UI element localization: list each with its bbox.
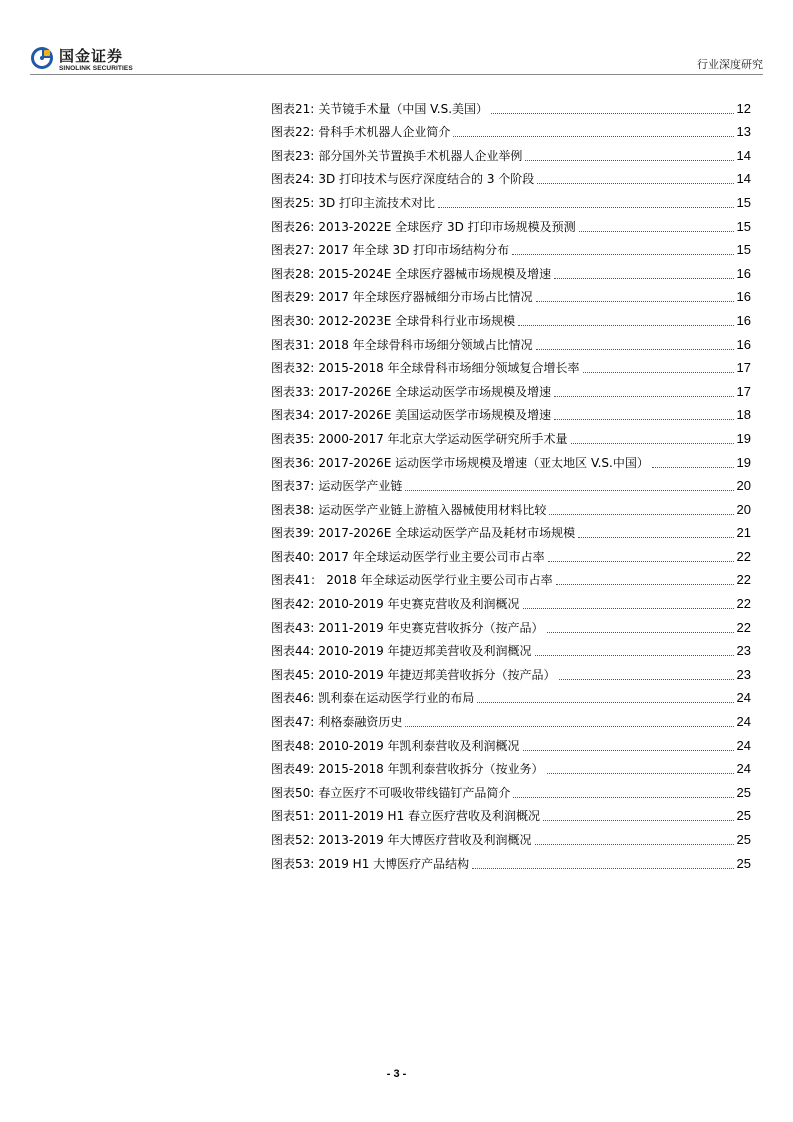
toc-entry[interactable] bbox=[271, 778, 751, 802]
toc-entry-title: 2018 年全球运动医学行业主要公司市占率 bbox=[326, 573, 553, 588]
toc-entry[interactable] bbox=[271, 684, 751, 708]
toc-entry-title: 2011-2019 H1 春立医疗营收及利润概况 bbox=[318, 809, 541, 824]
toc-dot-leader bbox=[556, 584, 734, 585]
toc-entry[interactable] bbox=[271, 660, 751, 684]
toc-entry[interactable] bbox=[271, 472, 751, 496]
toc-dot-leader bbox=[579, 231, 734, 232]
toc-dot-leader bbox=[525, 160, 733, 161]
toc-entry-title: 2010-2019 年史赛克营收及利润概况 bbox=[318, 597, 520, 612]
toc-entry-page: 23 bbox=[736, 643, 751, 659]
toc-entry-page: 15 bbox=[736, 218, 751, 234]
toc-dot-leader bbox=[549, 514, 733, 515]
toc-entry[interactable] bbox=[271, 401, 751, 425]
toc-entry-page: 16 bbox=[736, 336, 751, 352]
toc-dot-leader bbox=[554, 396, 733, 397]
toc-entry-page: 25 bbox=[736, 855, 751, 871]
toc-entry[interactable] bbox=[271, 118, 751, 142]
toc-dot-leader bbox=[512, 254, 733, 255]
toc-entry[interactable] bbox=[271, 707, 751, 731]
toc-entry-page: 24 bbox=[736, 690, 751, 706]
toc-entry-page: 25 bbox=[736, 784, 751, 800]
toc-entry-label: 图表49: bbox=[271, 762, 315, 777]
toc-dot-leader bbox=[518, 325, 733, 326]
toc-dot-leader bbox=[472, 868, 733, 869]
toc-entry-title: 关节镜手术量（中国 V.S.美国） bbox=[318, 101, 489, 116]
toc-entry-label: 图表28: bbox=[271, 266, 315, 281]
toc-dot-leader bbox=[571, 443, 734, 444]
toc-dot-leader bbox=[405, 490, 733, 491]
toc-entry[interactable] bbox=[271, 283, 751, 307]
toc-dot-leader bbox=[523, 608, 734, 609]
toc-entry[interactable] bbox=[271, 802, 751, 826]
page-header bbox=[30, 44, 763, 74]
logo-chinese-name: 国金证券 bbox=[59, 47, 124, 65]
toc-entry[interactable] bbox=[271, 589, 751, 613]
toc-entry-title: 2017 年全球 3D 打印市场结构分布 bbox=[318, 243, 510, 258]
toc-dot-leader bbox=[405, 726, 733, 727]
toc-entry-page: 14 bbox=[736, 171, 751, 187]
toc-dot-leader bbox=[438, 207, 734, 208]
toc-dot-leader bbox=[547, 632, 734, 633]
toc-dot-leader bbox=[536, 301, 734, 302]
toc-dot-leader bbox=[453, 136, 733, 137]
toc-entry-page: 22 bbox=[736, 596, 751, 612]
toc-entry[interactable] bbox=[271, 519, 751, 543]
toc-entry-page: 16 bbox=[736, 265, 751, 281]
toc-dot-leader bbox=[578, 537, 733, 538]
toc-entry-page: 24 bbox=[736, 737, 751, 753]
toc-entry-label: 图表33: bbox=[271, 384, 315, 399]
toc-entry-page: 25 bbox=[736, 832, 751, 847]
toc-dot-leader bbox=[536, 349, 734, 350]
toc-dot-leader bbox=[537, 183, 733, 184]
toc-entry-page: 18 bbox=[736, 407, 751, 423]
toc-entry-label: 图表32: bbox=[271, 361, 315, 376]
toc-entry-page: 20 bbox=[736, 478, 751, 494]
toc-entry-title: 骨科手术机器人企业简介 bbox=[318, 125, 451, 140]
toc-entry[interactable] bbox=[271, 542, 751, 566]
toc-entry-title: 2013-2019 年大博医疗营收及利润概况 bbox=[318, 833, 532, 847]
toc-entry-title: 2010-2019 年捷迈邦美营收及利润概况 bbox=[318, 644, 532, 659]
toc-entry-label: 图表51: bbox=[271, 809, 315, 824]
toc-entry[interactable] bbox=[271, 448, 751, 472]
toc-dot-leader bbox=[583, 372, 734, 373]
toc-entry-page: 21 bbox=[736, 525, 751, 541]
toc-entry-label: 图表21: bbox=[271, 101, 315, 116]
toc-entry-page: 16 bbox=[736, 289, 751, 305]
toc-entry[interactable] bbox=[271, 236, 751, 260]
toc-entry-page: 25 bbox=[736, 808, 751, 824]
toc-entry-label: 图表50: bbox=[271, 785, 315, 800]
toc-entry-page: 24 bbox=[736, 714, 751, 730]
toc-entry[interactable] bbox=[271, 495, 751, 519]
header-divider bbox=[30, 74, 763, 75]
toc-entry-title: 利格泰融资历史 bbox=[318, 715, 403, 730]
toc-entry[interactable] bbox=[271, 212, 751, 236]
toc-entry-label: 图表40: bbox=[271, 549, 315, 564]
toc-entry-label: 图表22: bbox=[271, 125, 315, 140]
toc-entry-label: 图表26: bbox=[271, 219, 315, 234]
toc-entry-label: 图表25: bbox=[271, 195, 315, 210]
toc-entry-title: 2010-2019 年捷迈邦美营收拆分（按产品） bbox=[318, 667, 556, 682]
toc-dot-leader bbox=[548, 561, 734, 562]
toc-entry-page: 12 bbox=[736, 100, 751, 116]
toc-dot-leader bbox=[547, 773, 734, 774]
toc-entry-page: 16 bbox=[736, 312, 751, 328]
toc-entry-title: 运动医学产业链 bbox=[318, 479, 403, 494]
toc-entry-label: 图表23: bbox=[271, 148, 315, 163]
toc-entry-label: 图表39: bbox=[271, 526, 315, 541]
toc-entry[interactable] bbox=[271, 259, 751, 283]
toc-entry[interactable] bbox=[271, 330, 751, 354]
figure-list bbox=[271, 94, 751, 873]
toc-entry-page: 14 bbox=[736, 147, 751, 163]
toc-dot-leader bbox=[543, 820, 734, 821]
toc-dot-leader bbox=[513, 797, 733, 798]
toc-entry-page: 13 bbox=[736, 124, 751, 140]
toc-dot-leader bbox=[554, 278, 733, 279]
toc-entry-label: 图表41： bbox=[271, 573, 323, 588]
toc-dot-leader bbox=[523, 750, 734, 751]
toc-entry-label: 图表44: bbox=[271, 644, 315, 659]
toc-entry-title: 2015-2018 年全球骨科市场细分领域复合增长率 bbox=[318, 361, 580, 376]
toc-entry-title: 2017 年全球医疗器械细分市场占比情况 bbox=[318, 290, 533, 305]
toc-entry-page: 15 bbox=[736, 242, 751, 258]
toc-entry[interactable] bbox=[271, 165, 751, 189]
toc-entry[interactable] bbox=[271, 306, 751, 330]
toc-entry-title: 2015-2018 年凯利泰营收拆分（按业务） bbox=[318, 762, 544, 777]
toc-entry-label: 图表29: bbox=[271, 290, 315, 305]
toc-entry-title: 运动医学产业链上游植入器械使用材料比较 bbox=[318, 502, 547, 517]
company-logo bbox=[30, 44, 180, 74]
toc-entry-page: 23 bbox=[736, 666, 751, 682]
toc-entry-label: 图表38: bbox=[271, 502, 315, 517]
toc-entry-page: 22 bbox=[736, 548, 751, 564]
toc-entry[interactable] bbox=[271, 637, 751, 661]
toc-entry-title: 春立医疗不可吸收带线锚钉产品简介 bbox=[318, 785, 511, 800]
toc-entry[interactable] bbox=[271, 424, 751, 448]
toc-entry-page: 19 bbox=[736, 454, 751, 470]
toc-entry-title: 2000-2017 年北京大学运动医学研究所手术量 bbox=[318, 431, 568, 446]
toc-entry-label: 图表47: bbox=[271, 715, 315, 730]
toc-entry-label: 图表31: bbox=[271, 337, 315, 352]
toc-entry-page: 19 bbox=[736, 430, 751, 446]
toc-entry-label: 图表34: bbox=[271, 408, 315, 423]
toc-entry-title: 3D 打印技术与医疗深度结合的 3 个阶段 bbox=[318, 172, 535, 187]
toc-entry[interactable] bbox=[271, 849, 751, 873]
toc-entry-label: 图表42: bbox=[271, 597, 315, 612]
toc-entry-title: 2011-2019 年史赛克营收拆分（按产品） bbox=[318, 620, 544, 635]
toc-dot-leader bbox=[559, 679, 734, 680]
toc-dot-leader bbox=[535, 655, 734, 656]
toc-entry[interactable] bbox=[271, 141, 751, 165]
toc-dot-leader bbox=[554, 419, 733, 420]
toc-entry[interactable] bbox=[271, 731, 751, 755]
toc-entry[interactable] bbox=[271, 377, 751, 401]
toc-entry-page: 22 bbox=[736, 619, 751, 635]
toc-entry[interactable] bbox=[271, 354, 751, 378]
toc-entry-page: 24 bbox=[736, 761, 751, 777]
toc-entry-title: 部分国外关节置换手术机器人企业举例 bbox=[318, 148, 523, 163]
toc-entry-label: 图表45: bbox=[271, 667, 315, 682]
toc-entry-label: 图表48: bbox=[271, 738, 315, 753]
logo-mark-icon bbox=[30, 46, 54, 70]
toc-entry-page: 17 bbox=[736, 383, 751, 399]
toc-entry-label: 图表30: bbox=[271, 313, 315, 328]
toc-entry-title: 2019 H1 大博医疗产品结构 bbox=[318, 856, 470, 871]
toc-entry-title: 2010-2019 年凯利泰营收及利润概况 bbox=[318, 738, 520, 753]
report-type: 行业深度研究 bbox=[697, 58, 763, 71]
toc-entry-title: 2017-2026E 全球运动医学产品及耗材市场规模 bbox=[318, 526, 576, 541]
toc-entry-page: 17 bbox=[736, 360, 751, 376]
toc-entry-title: 2017-2026E 全球运动医学市场规模及增速 bbox=[318, 384, 552, 399]
toc-entry-label: 图表53: bbox=[271, 856, 315, 871]
page-number: - 3 - bbox=[386, 1068, 407, 1080]
toc-entry-page: 20 bbox=[736, 501, 751, 517]
toc-entry[interactable] bbox=[271, 188, 751, 212]
toc-dot-leader bbox=[491, 113, 733, 114]
toc-entry-title: 凯利泰在运动医学行业的布局 bbox=[318, 691, 475, 706]
toc-entry[interactable] bbox=[271, 566, 751, 590]
toc-entry-title: 2013-2022E 全球医疗 3D 打印市场规模及预测 bbox=[318, 219, 576, 234]
toc-entry-title: 2017 年全球运动医学行业主要公司市占率 bbox=[318, 549, 545, 564]
toc-entry-page: 15 bbox=[736, 194, 751, 210]
toc-entry[interactable] bbox=[271, 825, 751, 849]
toc-entry-label: 图表27: bbox=[271, 243, 315, 258]
toc-entry-label: 图表52: bbox=[271, 833, 315, 847]
toc-entry-title: 3D 打印主流技术对比 bbox=[318, 195, 436, 210]
toc-entry-title: 2017-2026E 运动医学市场规模及增速（亚太地区 V.S.中国） bbox=[318, 455, 649, 470]
toc-entry-title: 2015-2024E 全球医疗器械市场规模及增速 bbox=[318, 266, 552, 281]
toc-entry-title: 2012-2023E 全球骨科行业市场规模 bbox=[318, 313, 516, 328]
logo-english-name: SINOLINK SECURITIES bbox=[59, 65, 133, 72]
toc-entry[interactable] bbox=[271, 613, 751, 637]
toc-dot-leader bbox=[535, 844, 734, 845]
toc-dot-leader bbox=[652, 467, 734, 468]
toc-entry-label: 图表24: bbox=[271, 172, 315, 187]
toc-entry[interactable] bbox=[271, 755, 751, 779]
toc-entry[interactable] bbox=[271, 94, 751, 118]
toc-dot-leader bbox=[477, 702, 733, 703]
toc-entry-label: 图表36: bbox=[271, 455, 315, 470]
toc-entry-title: 2018 年全球骨科市场细分领域占比情况 bbox=[318, 337, 533, 352]
toc-entry-title: 2017-2026E 美国运动医学市场规模及增速 bbox=[318, 408, 552, 423]
toc-entry-label: 图表46: bbox=[271, 691, 315, 706]
toc-entry-page: 22 bbox=[736, 572, 751, 588]
toc-entry-label: 图表37: bbox=[271, 479, 315, 494]
toc-entry-label: 图表35: bbox=[271, 431, 315, 446]
toc-entry-label: 图表43: bbox=[271, 620, 315, 635]
